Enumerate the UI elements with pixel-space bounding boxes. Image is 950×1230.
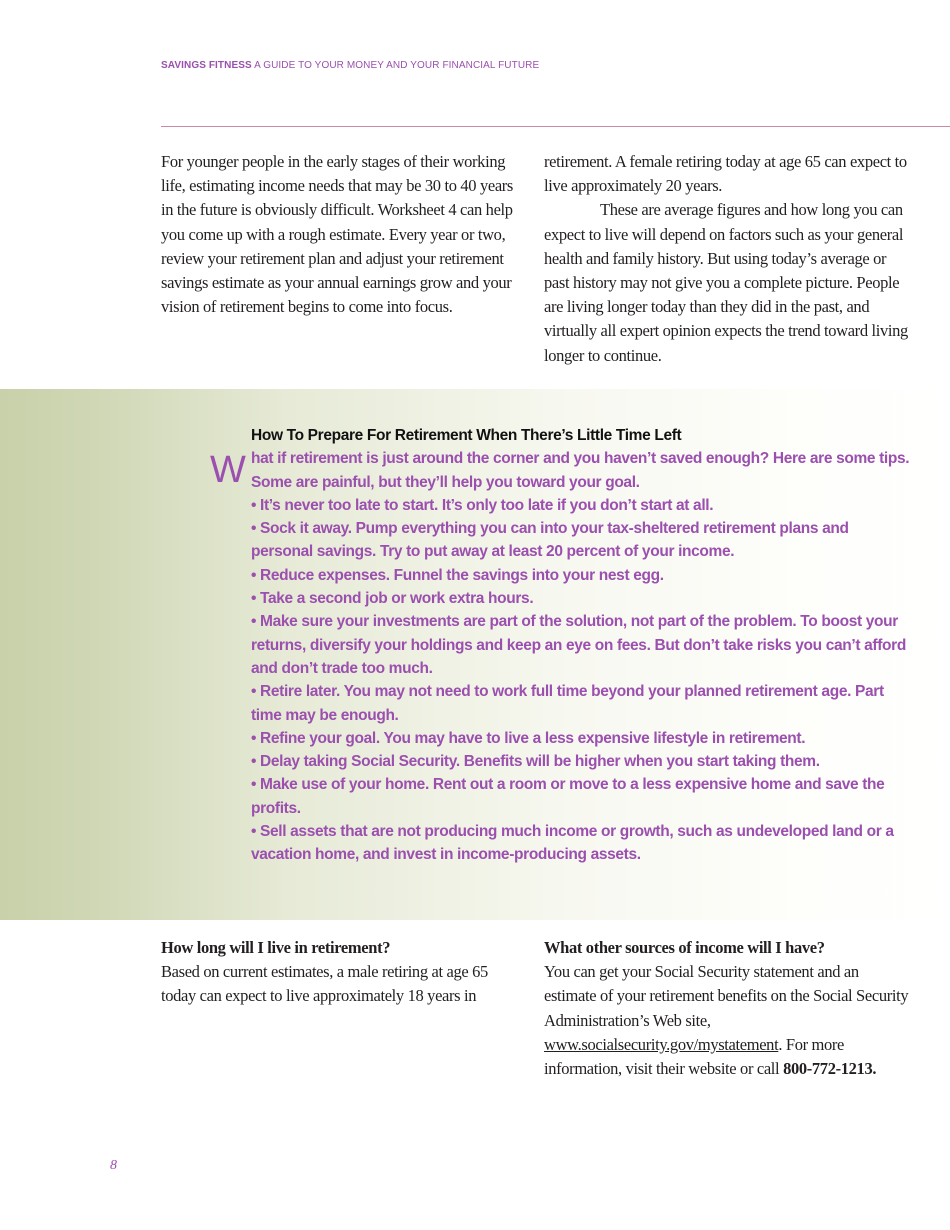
intro-left-paragraph: For younger people in the early stages of their working life, estimating income needs that may be 30 to 40 years in the future is obviously difficult. Worksheet 4 can help you come up with a rough estimate. Every year or two, review your retirement plan and adjust your retirement savings estimate as your annual earnings grow and your vision of retirement begins to come into focus. [161, 152, 514, 317]
sidebar-content [251, 424, 911, 867]
section-heading-lifespan: How long will I live in retirement? [161, 938, 391, 957]
tip-item: • Make sure your investments are part of the solution, not part of the problem. To boost your returns, diversify your holdings and keep an eye on fees. But don’t take risks you can’t afford and don’t trade too much. [251, 613, 906, 677]
tip-item: • Delay taking Social Security. Benefits will be higher when you start taking them. [251, 753, 820, 771]
tip-item: • Take a second job or work extra hours. [251, 590, 534, 608]
bottom-left-column [161, 936, 526, 1009]
header-rule [161, 126, 950, 127]
bottom-right-column [544, 936, 914, 1081]
income-text [544, 960, 914, 1081]
income-text-end: . For more information, visit their website or call [544, 1034, 845, 1079]
page-number: 8 [110, 1158, 117, 1173]
sidebar-title: How To Prepare For Retirement When There’s Little Time Left [251, 427, 682, 444]
ssa-link[interactable]: www.socialsecurity.gov/mystatement [544, 1034, 779, 1054]
intro-left-column [161, 150, 526, 319]
tips-sidebar [0, 389, 950, 920]
intro-right-paragraph-1: retirement. A female retiring today at age 65 can expect to live approximately 20 years. [544, 152, 907, 196]
intro-right-paragraph-2: These are average figures and how long you can expect to live will depend on factors such as your general health and family history. But using today’s average or past history may not give you a complete picture. People are living longer today than they did in the past, and virtually all expert opinion expects the trend toward living longer to continue. [544, 200, 908, 365]
series-title: SAVINGS FITNESS [161, 60, 252, 71]
ssa-phone: 800-772-1213. [783, 1059, 877, 1079]
section-heading-income: What other sources of income will I have? [544, 938, 825, 957]
running-header [161, 60, 539, 71]
income-text-start: You can get your Social Security statement and an estimate of your retirement benefits on the Social Security Administration’s Web site, [544, 962, 909, 1030]
series-subtitle: A GUIDE TO YOUR MONEY AND YOUR FINANCIAL FUTURE [254, 60, 540, 71]
tip-item: • Refine your goal. You may have to live a less expensive lifestyle in retirement. [251, 729, 806, 747]
tip-item: • Retire later. You may not need to work full time beyond your planned retirement age. Part time may be enough. [251, 683, 884, 724]
tip-item: • It’s never too late to start. It’s only too late if you don’t start at all. [251, 496, 714, 514]
tip-item: • Reduce expenses. Funnel the savings into your nest egg. [251, 566, 664, 584]
lifespan-text: Based on current estimates, a male retiring at age 65 today can expect to live approximately 18 years in [161, 962, 488, 1006]
tip-item: • Sock it away. Pump everything you can into your tax-sheltered retirement plans and personal savings. Try to put away at least 20 percent of your income. [251, 520, 849, 561]
tip-item: • Sell assets that are not producing much income or growth, such as undeveloped land or a vacation home, and invest in income-producing assets. [251, 823, 894, 864]
intro-right-column [544, 150, 914, 368]
sidebar-lead: hat if retirement is just around the corner and you haven’t saved enough? Here are some tips. Some are painful, but they’ll help you toward your goal. [251, 450, 910, 491]
tip-item: • Make use of your home. Rent out a room or move to a less expensive home and save the profits. [251, 776, 885, 817]
drop-cap: W [210, 449, 242, 491]
